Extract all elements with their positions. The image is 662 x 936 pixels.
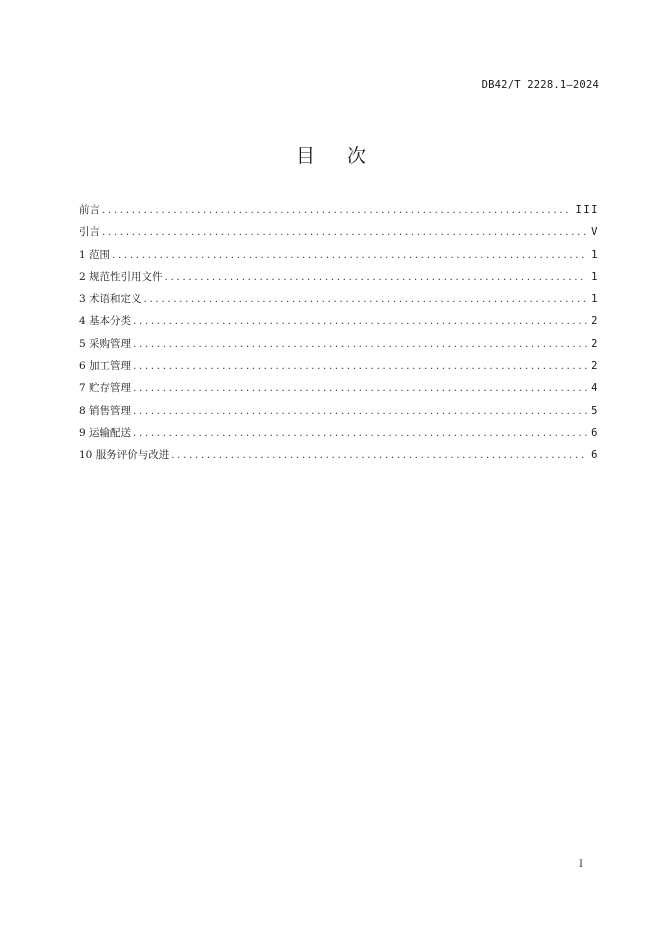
toc-entry-label: 10 服务评价与改进 — [79, 449, 170, 462]
toc-entry-label: 2 规范性引用文件 — [79, 270, 163, 283]
toc-entry-foreword[interactable] — [79, 199, 599, 221]
toc-entry-page: III — [575, 204, 599, 216]
toc-entry-page: 1 — [591, 270, 599, 283]
toc-entry-normative-references[interactable] — [79, 266, 599, 288]
toc-entry-page: V — [591, 226, 599, 239]
toc-entry-page: 5 — [591, 404, 599, 417]
toc-dot-leader — [133, 377, 587, 399]
toc-entry-label: 8 销售管理 — [79, 404, 132, 417]
toc-entry-page: 2 — [591, 360, 599, 373]
toc-entry-sales-management[interactable] — [79, 400, 599, 422]
toc-entry-service-evaluation[interactable] — [79, 444, 599, 466]
toc-dot-leader — [102, 199, 572, 221]
title-char-2: 次 — [347, 145, 367, 167]
title-char-1: 目 — [295, 145, 315, 167]
toc-entry-label: 5 采购管理 — [79, 337, 132, 350]
toc-entry-transport-distribution[interactable] — [79, 422, 599, 444]
toc-entry-label: 9 运输配送 — [79, 426, 132, 439]
toc-dot-leader — [133, 310, 587, 332]
toc-entry-scope[interactable] — [79, 244, 599, 266]
toc-entry-page: 6 — [591, 449, 599, 462]
table-of-contents — [79, 199, 599, 467]
toc-entry-label: 4 基本分类 — [79, 315, 132, 328]
toc-entry-basic-classification[interactable] — [79, 310, 599, 332]
toc-dot-leader — [133, 355, 587, 377]
page-title — [0, 141, 662, 168]
toc-dot-leader — [133, 422, 587, 444]
toc-entry-page: 1 — [591, 248, 599, 261]
toc-dot-leader — [165, 266, 588, 288]
toc-entry-label: 前言 — [79, 204, 100, 216]
toc-entry-page: 2 — [591, 315, 599, 328]
toc-dot-leader — [171, 444, 587, 466]
toc-entry-page: 2 — [591, 337, 599, 350]
toc-entry-storage-management[interactable] — [79, 377, 599, 399]
document-code: DB42/T 2228.1—2024 — [481, 79, 599, 91]
toc-entry-page: 6 — [591, 426, 599, 439]
toc-entry-label: 6 加工管理 — [79, 360, 132, 373]
toc-entry-label: 引言 — [79, 226, 100, 239]
toc-entry-label: 1 范围 — [79, 248, 111, 261]
toc-entry-page: 1 — [591, 293, 599, 306]
page-number: I — [579, 859, 583, 870]
toc-dot-leader — [112, 244, 587, 266]
toc-dot-leader — [144, 288, 588, 310]
toc-entry-label: 7 贮存管理 — [79, 382, 132, 395]
toc-dot-leader — [102, 221, 587, 243]
toc-entry-introduction[interactable] — [79, 221, 599, 243]
toc-dot-leader — [133, 400, 587, 422]
toc-entry-label: 3 术语和定义 — [79, 293, 142, 306]
toc-entry-processing-management[interactable] — [79, 355, 599, 377]
toc-entry-terms-definitions[interactable] — [79, 288, 599, 310]
toc-entry-procurement-management[interactable] — [79, 333, 599, 355]
toc-entry-page: 4 — [591, 382, 599, 395]
toc-dot-leader — [133, 333, 587, 355]
